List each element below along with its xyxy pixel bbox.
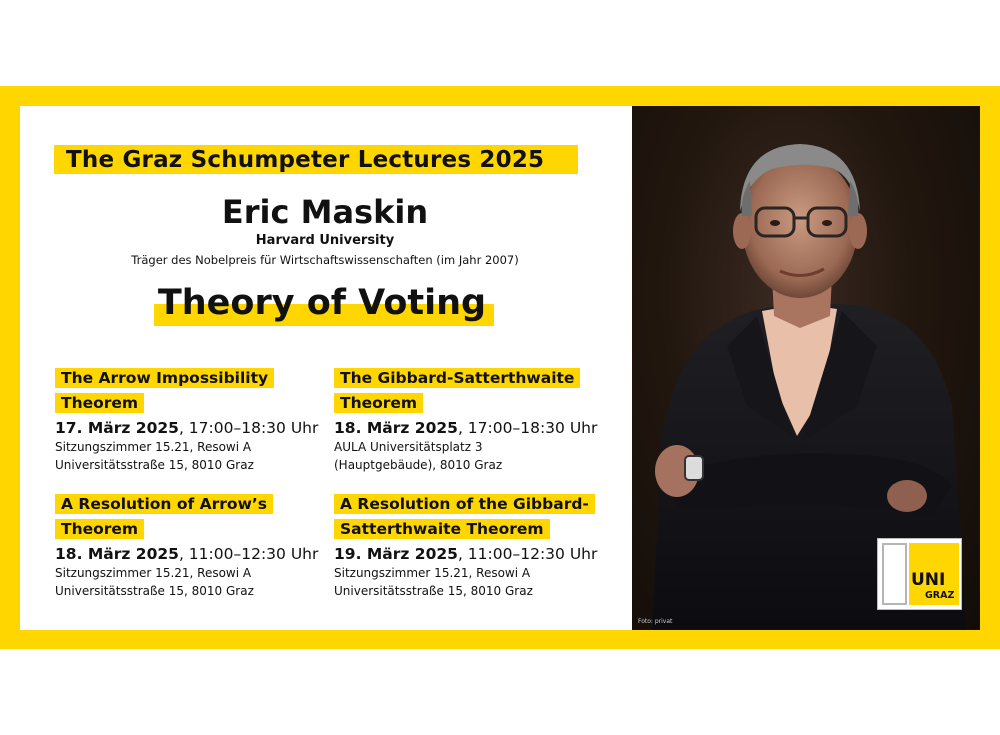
lecture-series-banner xyxy=(54,144,584,176)
lecture-schedule xyxy=(55,544,319,564)
lecture-title xyxy=(55,366,315,416)
lecture-title-line1: The Arrow Impossibility xyxy=(55,368,274,388)
lecture-title xyxy=(334,366,594,416)
lecture-title-line1: The Gibbard-Satterthwaite xyxy=(334,368,580,388)
lecture-4 xyxy=(334,492,598,600)
lecture-venue-line2: Universitätsstraße 15, 8010 Graz xyxy=(55,584,254,598)
speaker-affiliation: Harvard University xyxy=(255,233,395,248)
lecture-1 xyxy=(55,366,319,474)
lecture-date: 19. März 2025 xyxy=(334,545,458,563)
lecture-venue-line2: Universitätsstraße 15, 8010 Graz xyxy=(55,458,254,472)
lecture-title-line2: Theorem xyxy=(55,393,144,413)
lecture-title-line2: Satterthwaite Theorem xyxy=(334,519,550,539)
lecture-time: , 17:00–18:30 Uhr xyxy=(457,419,598,437)
lecture-title-line1: A Resolution of Arrow’s xyxy=(55,494,273,514)
lecture-title xyxy=(334,492,594,542)
lecture-date: 18. März 2025 xyxy=(55,545,179,563)
logo-gray-block xyxy=(882,543,907,605)
lecture-venue-line1: Sitzungszimmer 15.21, Resowi A xyxy=(334,566,531,580)
speaker-prize: Träger des Nobelpreis für Wirtschaftswissenschaften (im Jahr 2007) xyxy=(131,253,519,267)
lecture-title-line1: A Resolution of the Gibbard- xyxy=(334,494,595,514)
uni-graz-logo xyxy=(877,538,962,610)
series-title: The Graz Schumpeter Lectures 2025 xyxy=(66,147,545,173)
photo-credit: Foto: privat xyxy=(638,618,673,625)
topic-title: Theory of Voting xyxy=(157,283,487,323)
speaker-name: Eric Maskin xyxy=(221,193,429,231)
lecture-venue-line1: Sitzungszimmer 15.21, Resowi A xyxy=(55,440,252,454)
lecture-3 xyxy=(55,492,319,600)
logo-text-uni: UNI xyxy=(911,570,946,590)
lecture-venue-line2: (Hauptgebäude), 8010 Graz xyxy=(334,458,503,472)
lecture-schedule xyxy=(334,544,598,564)
lecture-2 xyxy=(334,366,598,474)
logo-text-graz: GRAZ xyxy=(925,590,955,601)
lecture-venue-line1: AULA Universitätsplatz 3 xyxy=(334,440,483,454)
lecture-date: 18. März 2025 xyxy=(334,419,458,437)
lecture-schedule xyxy=(334,418,598,438)
lecture-venue-line2: Universitätsstraße 15, 8010 Graz xyxy=(334,584,533,598)
lecture-venue-line1: Sitzungszimmer 15.21, Resowi A xyxy=(55,566,252,580)
lecture-time: , 17:00–18:30 Uhr xyxy=(178,419,319,437)
lecture-title-line2: Theorem xyxy=(55,519,144,539)
lecture-schedule xyxy=(55,418,319,438)
lecture-date: 17. März 2025 xyxy=(55,419,179,437)
lecture-time: , 11:00–12:30 Uhr xyxy=(457,545,598,563)
lecture-time: , 11:00–12:30 Uhr xyxy=(178,545,319,563)
lecture-title-line2: Theorem xyxy=(334,393,423,413)
lecture-title xyxy=(55,492,315,542)
topic-heading-block xyxy=(150,278,500,330)
